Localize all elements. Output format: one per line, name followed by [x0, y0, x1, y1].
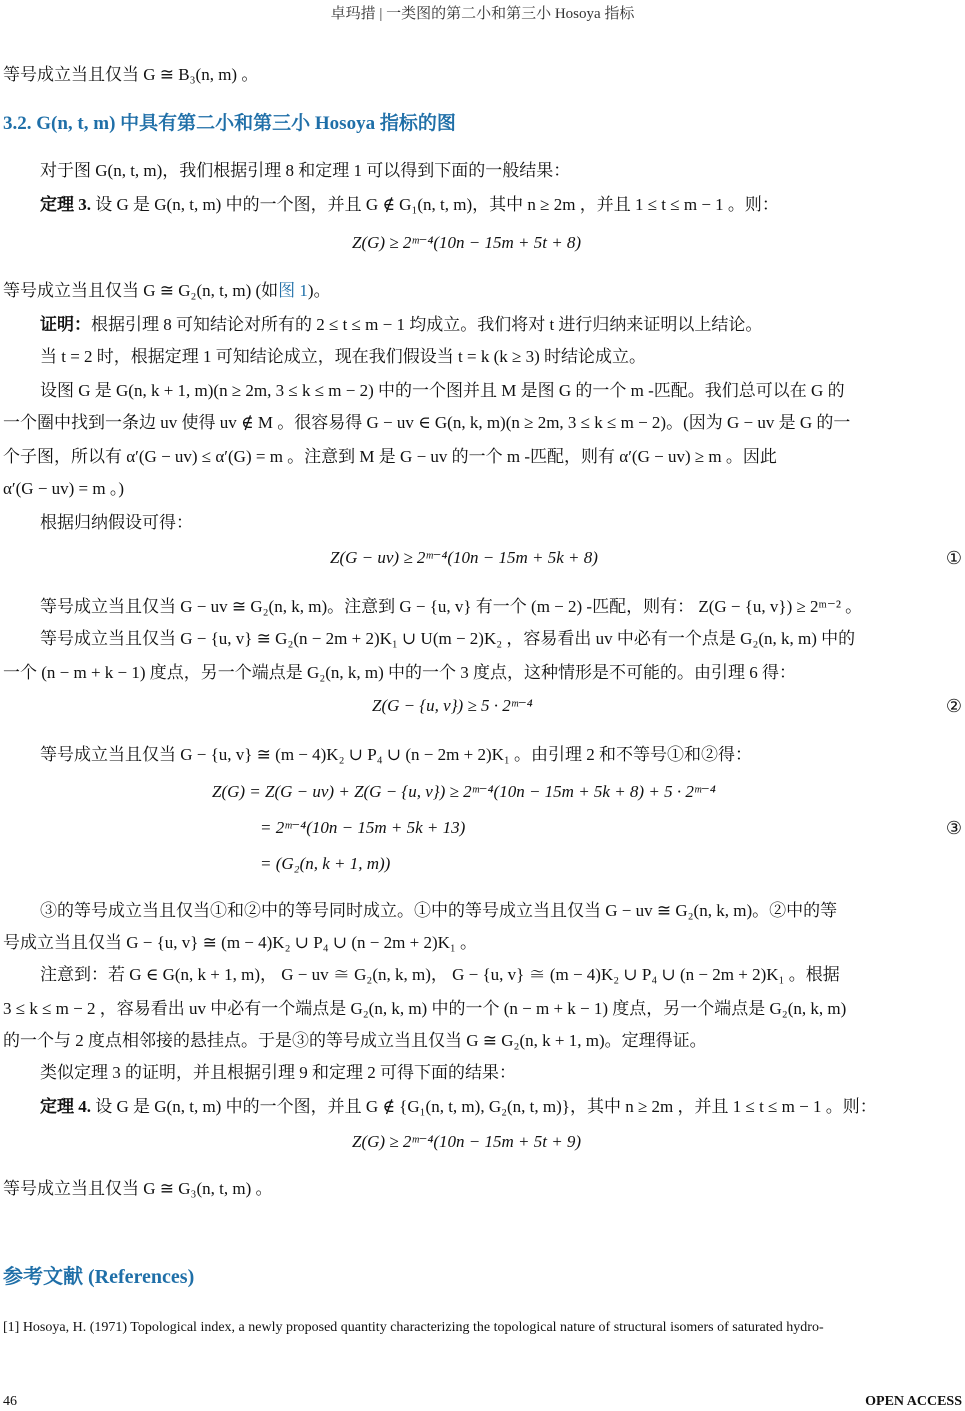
equality-line-eq2: 等号成立当且仅当 G − {u, v} ≅ (m − 4)K₂ ∪ P₄ ∪ (n − 2m + 2)K₁ 。由引理 2 和不等号①和②得：: [40, 745, 753, 764]
equality-analysis-line-2: 号成立当且仅当 G − {u, v} ≅ (m − 4)K₂ ∪ P₄ ∪ (n − 2m + 2)K₁ 。: [3, 933, 478, 952]
equality-condition-line: 等号成立当且仅当 G ≅ B₃(n, m) 。: [3, 65, 259, 84]
proof-text: 根据引理 8 可知结论对所有的 2 ≤ t ≤ m − 1 均成立。我们将对 t 进行归纳来证明以上结论。: [91, 315, 763, 334]
theorem-4-equation: Z(G) ≥ 2ᵐ⁻⁴(10n − 15m + 5t + 9): [352, 1132, 582, 1151]
theorem-4-statement: [40, 1096, 877, 1118]
theorem-3-label: 定理 3.: [40, 195, 91, 214]
equality-line-eq1-cont: 等号成立当且仅当 G − {u, v} ≅ G₂(n − 2m + 2)K₁ ∪ U(m − 2)K₂ ，容易看出 uv 中必有一个点是 G₂(n, k, m) 中的: [40, 629, 856, 648]
similar-proof-line: 类似定理 3 的证明，并且根据引理 9 和定理 2 可得下面的结果：: [40, 1063, 516, 1082]
equality-analysis-line-1: ③的等号成立当且仅当①和②中的等号同时成立。①中的等号成立当且仅当 G − uv ≅ G₂(n, k, m)。②中的等: [40, 901, 838, 920]
induction-line: 根据归纳假设可得：: [40, 513, 193, 532]
equation-2: Z(G − {u, v}) ≥ 5 · 2ᵐ⁻⁴: [372, 696, 533, 715]
proof-paragraph-line-4: α′(G − uv) = m 。): [3, 479, 125, 498]
section-heading: 3.2. G(n, t, m) 中具有第二小和第三小 Hosoya 指标的图: [3, 113, 456, 134]
references-heading: 参考文献 (References): [3, 1266, 195, 1288]
theorem-3-equality-line: [3, 280, 331, 302]
equation-3-line-1: Z(G) = Z(G − uv) + Z(G − {u, v}) ≥ 2ᵐ⁻⁴(10n − 15m + 5k + 8) + 5 · 2ᵐ⁻⁴: [212, 782, 716, 801]
equation-1-number: ①: [945, 548, 962, 568]
theorem-3-statement: [40, 194, 779, 216]
intro-line: 对于图 G(n, t, m)，我们根据引理 8 和定理 1 可以得到下面的一般结果：: [40, 161, 571, 180]
equality-text-end: )。: [307, 281, 331, 300]
proof-line: [40, 314, 762, 336]
theorem-3-equation: Z(G) ≥ 2ᵐ⁻⁴(10n − 15m + 5t + 8): [352, 233, 582, 252]
open-access-label: OPEN ACCESS: [865, 1394, 962, 1409]
proof-paragraph-line-2: 一个圈中找到一条边 uv 使得 uv ∉ M 。很容易得 G − uv ∈ G(n, k, m)(n ≥ 2m, 3 ≤ k ≤ m − 2)。(因为 G − uv 是 G 的一: [3, 413, 851, 432]
proof-paragraph-line-3: 个子图，所以有 α′(G − uv) ≤ α′(G) = m 。注意到 M 是 G − uv 的一个 m -匹配，则有 α′(G − uv) ≥ m 。因此: [3, 447, 777, 466]
theorem-4-equality-line: 等号成立当且仅当 G ≅ G₃(n, t, m) 。: [3, 1179, 273, 1198]
base-case-line: 当 t = 2 时，根据定理 1 可知结论成立，现在我们假设当 t = k (k ≥ 3) 时结论成立。: [40, 347, 647, 366]
theorem-4-label: 定理 4.: [40, 1097, 91, 1116]
equation-2-number: ②: [945, 696, 962, 716]
reference-1: [1] Hosoya, H. (1971) Topological index, a newly proposed quantity characterizing the topological nature of structural isomers of saturated hydro-: [3, 1320, 824, 1335]
theorem-4-text: 设 G 是 G(n, t, m) 中的一个图，并且 G ∉ {G₁(n, t, m), G₂(n, t, m)}，其中 n ≥ 2m ，并且 1 ≤ t ≤ m − 1 。则：: [91, 1097, 877, 1116]
equation-1: Z(G − uv) ≥ 2ᵐ⁻⁴(10n − 15m + 5k + 8): [330, 548, 598, 567]
page-number: 46: [3, 1394, 17, 1409]
degree-argument-line: 一个 (n − m + k − 1) 度点，另一个端点是 G₂(n, k, m) 中的一个 3 度点，这种情形是不可能的。由引理 6 得：: [3, 663, 797, 682]
note-line-2: 3 ≤ k ≤ m − 2 ，容易看出 uv 中必有一个端点是 G₂(n, k, m) 中的一个 (n − m + k − 1) 度点，另一个端点是 G₂(n, k, m): [3, 999, 847, 1018]
conclusion-line: 的一个与 2 度点相邻接的悬挂点。于是③的等号成立当且仅当 G ≅ G₂(n, k + 1, m)。定理得证。: [3, 1031, 707, 1050]
figure-1-link[interactable]: 图 1: [278, 281, 308, 300]
equation-3-line-3: = (G₂(n, k + 1, m)): [260, 854, 391, 873]
equality-text: 等号成立当且仅当 G ≅ G₂(n, t, m) (如: [3, 281, 279, 300]
proof-paragraph-line-1: 设图 G 是 G(n, k + 1, m)(n ≥ 2m, 3 ≤ k ≤ m − 2) 中的一个图并且 M 是图 G 的一个 m -匹配。我们总可以在 G 的: [40, 381, 845, 400]
running-header: 卓玛措 | 一类图的第二小和第三小 Hosoya 指标: [330, 6, 635, 22]
proof-label: 证明：: [40, 315, 91, 334]
equation-3-number: ③: [945, 818, 962, 838]
equality-line-eq1: 等号成立当且仅当 G − uv ≅ G₂(n, k, m)。注意到 G − {u, v} 有一个 (m − 2) -匹配，则有： Z(G − {u, v}) ≥ 2ᵐ⁻² 。: [40, 597, 863, 616]
theorem-3-text: 设 G 是 G(n, t, m) 中的一个图，并且 G ∉ G₁(n, t, m)，其中 n ≥ 2m ，并且 1 ≤ t ≤ m − 1 。则：: [91, 195, 779, 214]
note-line-1: 注意到：若 G ∈ G(n, k + 1, m)， G − uv ≅ G₂(n, k, m)， G − {u, v} ≅ (m − 4)K₂ ∪ P₄ ∪ (n − 2m + 2)K₁ 。根据: [40, 965, 840, 984]
equation-3-line-2: = 2ᵐ⁻⁴(10n − 15m + 5k + 13): [260, 818, 466, 837]
